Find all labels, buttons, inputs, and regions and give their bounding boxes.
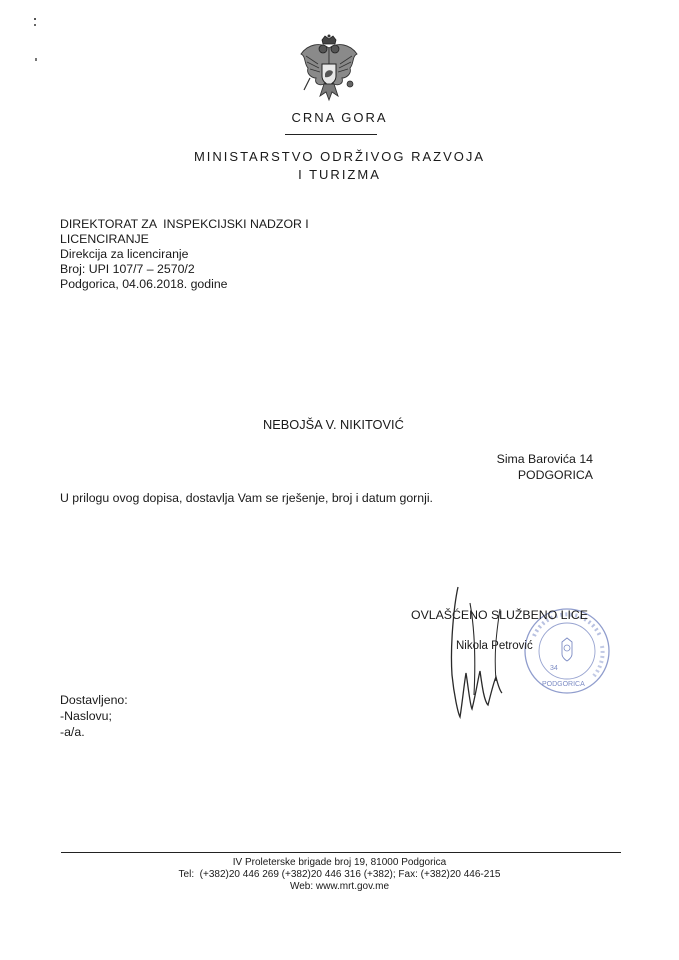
ministry-name <box>0 148 679 184</box>
letter-body: U prilogu ovog dopisa, dostavlja Vam se rješenje, broj i datum gornji. <box>60 491 433 505</box>
footer-divider <box>61 852 621 853</box>
country-underline <box>285 134 377 135</box>
stamp-number: 34 <box>550 665 558 672</box>
footer <box>0 857 679 893</box>
ministry-line-2: I TURIZMA <box>298 167 381 182</box>
place-date: Podgorica, 04.06.2018. godine <box>60 277 228 291</box>
addressee-name: NEBOJŠA V. NIKITOVIĆ <box>263 417 404 432</box>
addressee-address <box>497 451 593 483</box>
delivered-item-1: -Naslovu; <box>60 709 112 723</box>
delivered-item-2: -a/a. <box>60 725 85 739</box>
coat-of-arms-icon <box>298 34 360 106</box>
department: Direkcija za licenciranje <box>60 247 189 261</box>
footer-address: IV Proleterske brigade broj 19, 81000 Podgorica <box>232 857 447 868</box>
addressee-city: PODGORICA <box>517 468 593 482</box>
addressee-street: Sima Barovića 14 <box>496 452 593 466</box>
signatory-title: OVLAŠĆENO SLUŽBENO LICE <box>411 608 588 622</box>
delivered-block <box>60 692 128 740</box>
scan-mark <box>30 18 42 68</box>
directorate-line-1: DIREKTORAT ZA INSPEKCIJSKI NADZOR I <box>60 217 309 231</box>
handwritten-signature <box>440 585 540 725</box>
stamp-city: PODGORICA <box>542 681 585 688</box>
signatory-name: Nikola Petrović <box>456 640 533 652</box>
footer-web: Web: www.mrt.gov.me <box>289 881 390 892</box>
delivered-title: Dostavljeno: <box>60 693 128 707</box>
ministry-line-1: MINISTARSTVO ODRŽIVOG RAZVOJA <box>193 149 486 164</box>
country-name: CRNA GORA <box>291 110 388 125</box>
reference-number: Broj: UPI 107/7 – 2570/2 <box>60 262 195 276</box>
directorate-line-2: LICENCIRANJE <box>60 232 149 246</box>
footer-contacts: Tel: (+382)20 446 269 (+382)20 446 316 (+382); Fax: (+382)20 446-215 <box>178 869 501 880</box>
directorate-block <box>60 217 309 292</box>
